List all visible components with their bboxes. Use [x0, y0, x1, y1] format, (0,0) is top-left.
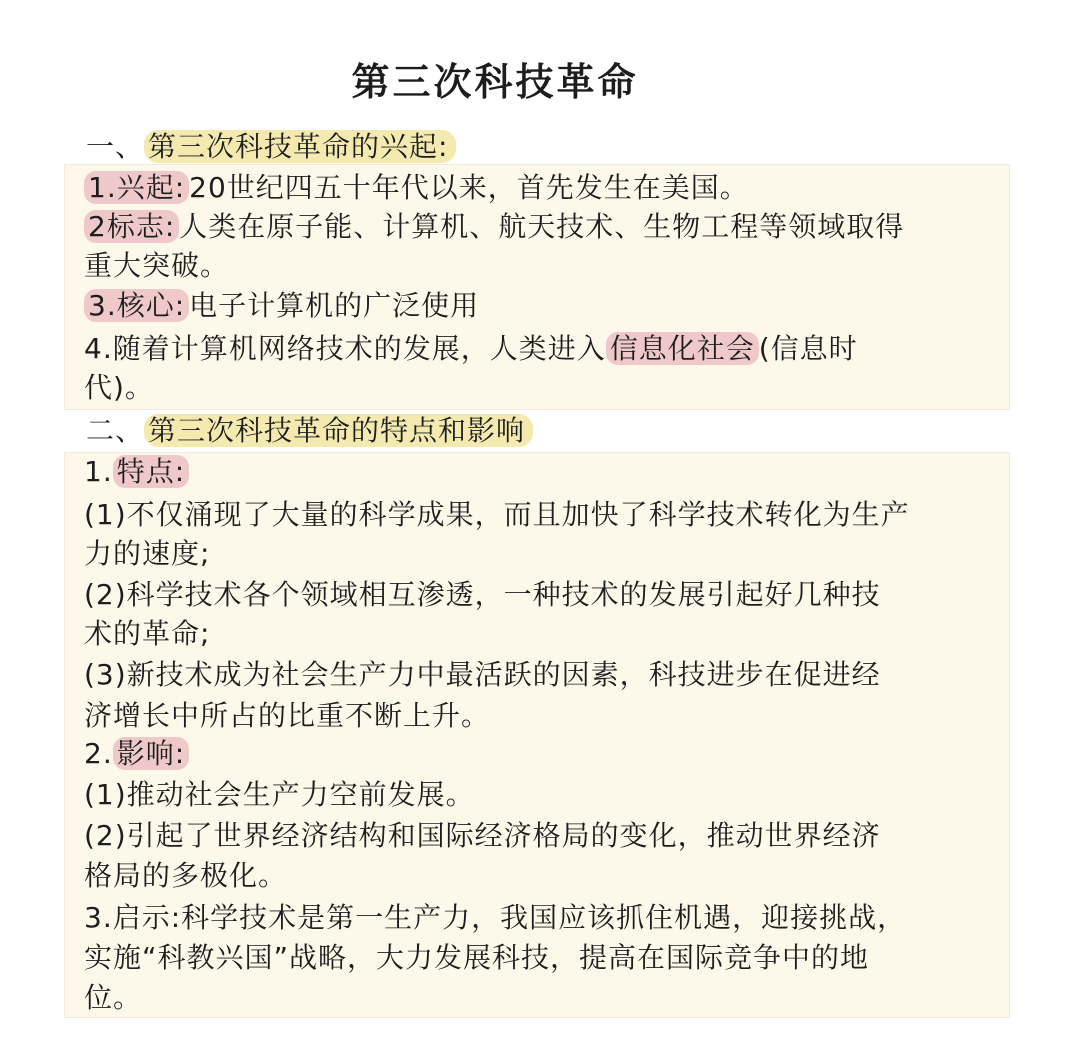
s1-item-1-text: 20世纪四五十年代以来，首先发生在美国。: [189, 171, 749, 204]
s1-item-3-text: 电子计算机的广泛使用: [189, 289, 480, 322]
s2-features-label: [84, 452, 189, 492]
s1-item-1-label: 1.兴起:: [84, 171, 189, 204]
s2-feature-1-line-2: 力的速度;: [84, 537, 211, 570]
s2-impact-2-line-2: 格局的多极化。: [84, 859, 288, 892]
s1-item-4-highlight: 信息化社会: [606, 332, 759, 365]
s2-impact-label-text: 影响:: [113, 737, 189, 770]
s1-item-4-cont: 代)。: [84, 371, 154, 404]
section-2-prefix: 二、: [86, 414, 145, 447]
s1-item-2-cont: 重大突破。: [84, 249, 230, 282]
s2-revelation-line-3: 位。: [84, 981, 143, 1014]
section-1-prefix: 一、: [86, 130, 145, 163]
s1-item-3-label: 3.核心:: [84, 289, 189, 322]
section-1-heading-text: 第三次科技革命的兴起:: [144, 130, 456, 163]
page-title: 第三次科技革命: [351, 60, 639, 105]
s2-impact-label: [84, 734, 189, 774]
s2-impact-2-line-1: (2)引起了世界经济结构和国际经济格局的变化，推动世界经济: [84, 819, 881, 852]
s1-item-4: [84, 329, 858, 369]
s1-item-4-text-after: (信息时: [758, 332, 858, 365]
s2-revelation-line-1: 3.启示:科学技术是第一生产力，我国应该抓住机遇，迎接挑战，: [84, 901, 907, 934]
s2-feature-1-line-1: (1)不仅涌现了大量的科学成果，而且加快了科学技术转化为生产: [84, 498, 910, 531]
section-2-heading-text: 第三次科技革命的特点和影响: [144, 414, 533, 447]
s2-feature-3-line-2: 济增长中所占的比重不断上升。: [84, 699, 491, 732]
s2-feature-2-line-1: (2)科学技术各个领域相互渗透，一种技术的发展引起好几种技: [84, 578, 881, 611]
s2-feature-3-line-1: (3)新技术成为社会生产力中最活跃的因素，科技进步在促进经: [84, 658, 881, 691]
s1-item-1: [84, 168, 749, 208]
s2-impact-1-line-1: (1)推动社会生产力空前发展。: [84, 778, 475, 811]
s1-item-4-text-before: 4.随着计算机网络技术的发展，人类进入: [84, 332, 606, 365]
s1-item-2-text: 人类在原子能、计算机、航天技术、生物工程等领域取得: [179, 210, 905, 243]
s1-item-2-label: 2标志:: [84, 210, 179, 243]
s2-impact-num: 2.: [84, 737, 113, 770]
s2-feature-2-line-2: 术的革命;: [84, 617, 211, 650]
section-2-heading: [86, 412, 533, 450]
s1-item-3: [84, 286, 479, 326]
s2-revelation-line-2: 实施“科教兴国”战略，大力发展科技，提高在国际竞争中的地: [84, 941, 870, 974]
section-1-heading: [86, 128, 456, 166]
s2-features-label-text: 特点:: [113, 455, 189, 488]
s1-item-2: [84, 207, 904, 247]
s2-features-num: 1.: [84, 455, 113, 488]
